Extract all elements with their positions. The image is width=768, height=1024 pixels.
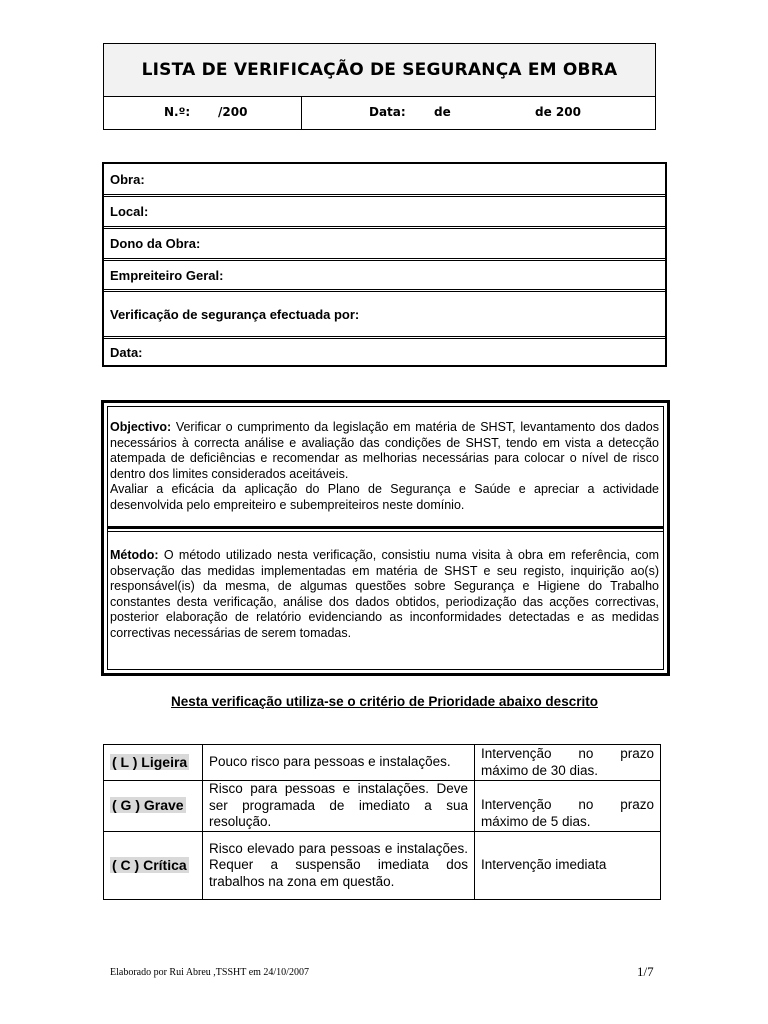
objective-label: Objectivo: — [110, 420, 172, 434]
info-fields-box — [102, 162, 667, 367]
date-de-2: de 200 — [535, 105, 581, 119]
number-cell — [104, 96, 302, 130]
document-title: LISTA DE VERIFICAÇÃO DE SEGURANÇA EM OBRA — [104, 44, 655, 97]
objective-text: Verificar o cumprimento da legislação em matéria de SHST, levantamento dos dados necessários à correcta análise e avaliação das condições de SHST, tendo em vista a detecção atempada de deficiências e recomendar as melhorias necessárias para colocar o nível de risco dentro dos limites considerados aceitáveis. — [110, 420, 659, 481]
priority-level-label: ( G ) Grave — [112, 797, 184, 814]
priority-description: Pouco risco para pessoas e instalações. — [203, 745, 475, 781]
table-row — [104, 781, 661, 832]
footer-page-number: 1/7 — [637, 964, 654, 979]
field-verificacao-por[interactable]: Verificação de segurança efectuada por: — [110, 306, 360, 322]
footer-author: Elaborado por Rui Abreu ,TSSHT em 24/10/2007 — [110, 967, 309, 978]
table-row — [104, 745, 661, 781]
field-dono-da-obra[interactable]: Dono da Obra: — [110, 236, 201, 251]
objective-paragraph — [110, 420, 659, 513]
method-text: O método utilizado nesta verificação, consistiu numa visita à obra em referência, com observação das medidas implementadas em matéria de SHST e seu registo, inquirição ao(s) responsável(is) da mesma, de algumas questões sobre Segurança e Higiene do Trabalho constantes desta verificação, análise dos dados obtidos, periodização das acções correctivas, posterior elaboração de relatório evidenciando as inconformidades detectadas e as medidas correctivas necessárias de serem tomadas. — [110, 548, 659, 640]
priority-level-cell — [104, 745, 203, 781]
criterion-heading: Nesta verificação utiliza-se o critério de Prioridade abaixo descrito — [171, 694, 598, 709]
field-data[interactable]: Data: — [110, 344, 143, 360]
method-paragraph — [110, 548, 659, 641]
priority-action: Intervenção no prazo máximo de 30 dias. — [475, 745, 661, 781]
document-header — [103, 43, 656, 130]
priority-level-label: ( L ) Ligeira — [112, 753, 188, 770]
field-local[interactable]: Local: — [110, 204, 149, 219]
objective-method-box — [101, 400, 670, 676]
priority-level-cell — [104, 832, 203, 900]
date-de-1: de — [434, 105, 451, 119]
priority-action: Intervenção imediata — [475, 832, 661, 900]
priority-level-label: ( C ) Crítica — [112, 856, 187, 873]
date-cell — [301, 96, 655, 130]
priority-table — [103, 744, 661, 900]
priority-action: Intervenção no prazo máximo de 5 dias. — [475, 781, 661, 832]
field-empreiteiro-geral[interactable]: Empreiteiro Geral: — [110, 267, 224, 283]
section-divider — [107, 526, 664, 532]
number-value: /200 — [218, 105, 248, 119]
field-obra[interactable]: Obra: — [110, 171, 145, 187]
table-row — [104, 832, 661, 900]
method-label: Método: — [110, 548, 159, 562]
date-label: Data: — [369, 105, 406, 119]
priority-level-cell — [104, 781, 203, 832]
number-label: N.º: — [164, 105, 191, 119]
priority-description: Risco para pessoas e instalações. Deve ser programada de imediato a sua resolução. — [203, 781, 475, 832]
objective-text-2: Avaliar a eficácia da aplicação do Plano de Segurança e Saúde e apreciar a actividade desenvolvida pelo empreiteiro e subempreiteiros neste domínio. — [110, 482, 659, 512]
priority-description: Risco elevado para pessoas e instalações. Requer a suspensão imediata dos trabalhos na zona em questão. — [203, 832, 475, 900]
